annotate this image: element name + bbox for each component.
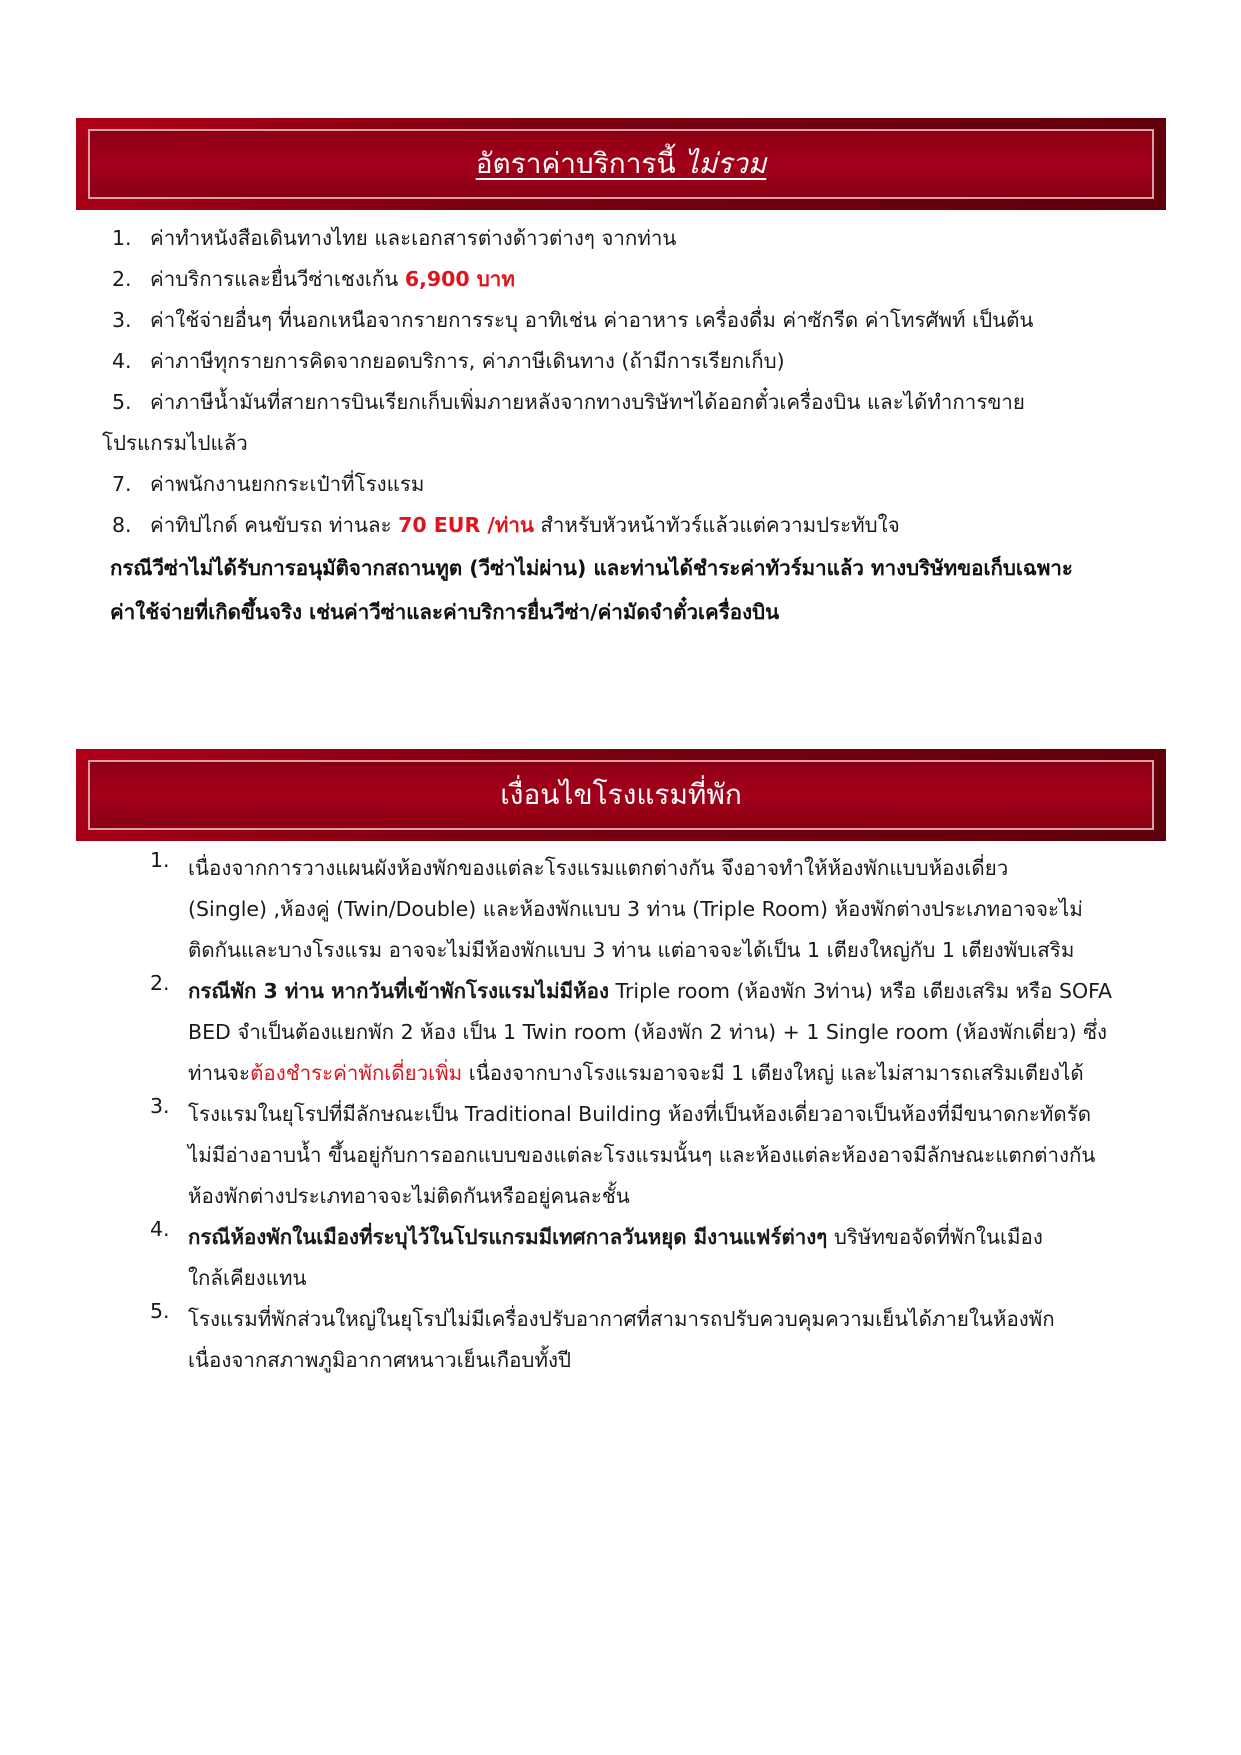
list-item: 2. ค่าบริการและยื่นวีซ่าเชงเก้น 6,900 บาท (112, 267, 515, 291)
section-banner-excluded (76, 118, 1166, 210)
list-item: 4. ค่าภาษีทุกรายการคิดจากยอดบริการ, ค่าภาษีเดินทาง (ถ้ามีการเรียกเก็บ) (112, 349, 785, 373)
visa-fee-amount: 6,900 บาท (404, 267, 515, 291)
section-title-hotel: เงื่อนไขโรงแรมที่พัก (500, 778, 742, 811)
list-item: 1. เนื่องจากการวางแผนผังห้องพักของแต่ละโรงแรมแตกต่างกัน จึงอาจทำให้ห้องพักแบบห้องเดี่ยว (Single) ,ห้องคู่ (Twin/Double) และห้องพักแบบ 3 ท่าน (Triple Room) ห้องพักต่างประเภทอาจจะไม่ ติดกันและบางโรงแรม อาจจะไม่มีห้องพักแบบ 3 ท่าน แต่อาจจะได้เป็น 1 เตียงใหญ่กับ 1 เตียงพับเสริม (150, 848, 1083, 962)
hotel-conditions-list (150, 848, 1170, 1381)
section-banner-hotel (76, 749, 1166, 841)
list-item: 2. กรณีพัก 3 ท่าน หากวันที่เข้าพักโรงแรมไม่มีห้อง Triple room (ห้องพัก 3ท่าน) หรือ เตียงเสริม หรือ SOFA BED จำเป็นต้องแยกพัก 2 ห้อง เป็น 1 Twin room (ห้องพัก 2 ท่าน) + 1 Single room (ห้องพักเดี่ยว) ซึ่ง ท่านจะต้องชำระค่าพักเดี่ยวเพิ่ม เนื่องจากบางโรงแรมอาจจะมี 1 เตียงใหญ่ และไม่สามารถเสริมเตียงได้ (150, 971, 1113, 1085)
list-item: 3. ค่าใช้จ่ายอื่นๆ ที่นอกเหนือจากรายการระบุ อาทิเช่น ค่าอาหาร เครื่องดื่ม ค่าซักรีด ค่าโทรศัพท์ เป็นต้น (112, 308, 1034, 332)
list-item: 8. ค่าทิปไกด์ คนขับรถ ท่านละ 70 EUR /ท่าน สำหรับหัวหน้าทัวร์แล้วแต่ความประทับใจ (112, 513, 900, 537)
list-item-continuation: โปรแกรมไปแล้ว (102, 431, 248, 455)
list-item: 1. ค่าทำหนังสือเดินทางไทย และเอกสารต่างด้าวต่างๆ จากท่าน (112, 226, 677, 250)
visa-rejection-note: ค่าใช้จ่ายที่เกิดขึ้นจริง เช่นค่าวีซ่าและค่าบริการยื่นวีซ่า/ค่ามัดจำตั๋วเครื่องบิน (110, 600, 780, 624)
list-item: 3. โรงแรมในยุโรปที่มีลักษณะเป็น Traditional Building ห้องที่เป็นห้องเดี่ยวอาจเป็นห้องที่มีขนาดกะทัดรัด ไม่มีอ่างอาบน้ำ ขึ้นอยู่กับการออกแบบของแต่ละโรงแรมนั้นๆ และห้องแต่ละห้องอาจมีลักษณะแตกต่างกัน ห้องพักต่างประเภทอาจจะไม่ติดกันหรืออยู่คนละชั้น (150, 1094, 1096, 1208)
list-item: 4. กรณีห้องพักในเมืองที่ระบุไว้ในโปรแกรมมีเทศกาลวันหยุด มีงานแฟร์ต่างๆ บริษัทขอจัดที่พักในเมือง ใกล้เคียงแทน (150, 1217, 1043, 1290)
excluded-list (102, 218, 1152, 634)
list-item: 5. ค่าภาษีน้ำมันที่สายการบินเรียกเก็บเพิ่มภายหลังจากทางบริษัทฯได้ออกตั๋วเครื่องบิน และได้ทำการขาย (112, 390, 1025, 414)
list-item: 5. โรงแรมที่พักส่วนใหญ่ในยุโรปไม่มีเครื่องปรับอากาศที่สามารถปรับควบคุมความเย็นได้ภายในห้องพัก เนื่องจากสภาพภูมิอากาศหนาวเย็นเกือบทั้งปี (150, 1299, 1055, 1372)
visa-rejection-note: กรณีวีซ่าไม่ได้รับการอนุมัติจากสถานทูต (วีซ่าไม่ผ่าน) และท่านได้ชำระค่าทัวร์มาแล้ว ทางบริษัทขอเก็บเฉพาะ (110, 556, 1073, 580)
section-title-excluded: อัตราค่าบริการนี้ ไม่รวม (475, 147, 767, 180)
tip-amount: 70 EUR /ท่าน (398, 513, 534, 537)
single-supplement-note: ต้องชำระค่าพักเดี่ยวเพิ่ม (250, 1061, 463, 1085)
list-item: 7. ค่าพนักงานยกกระเป๋าที่โรงแรม (112, 472, 425, 496)
